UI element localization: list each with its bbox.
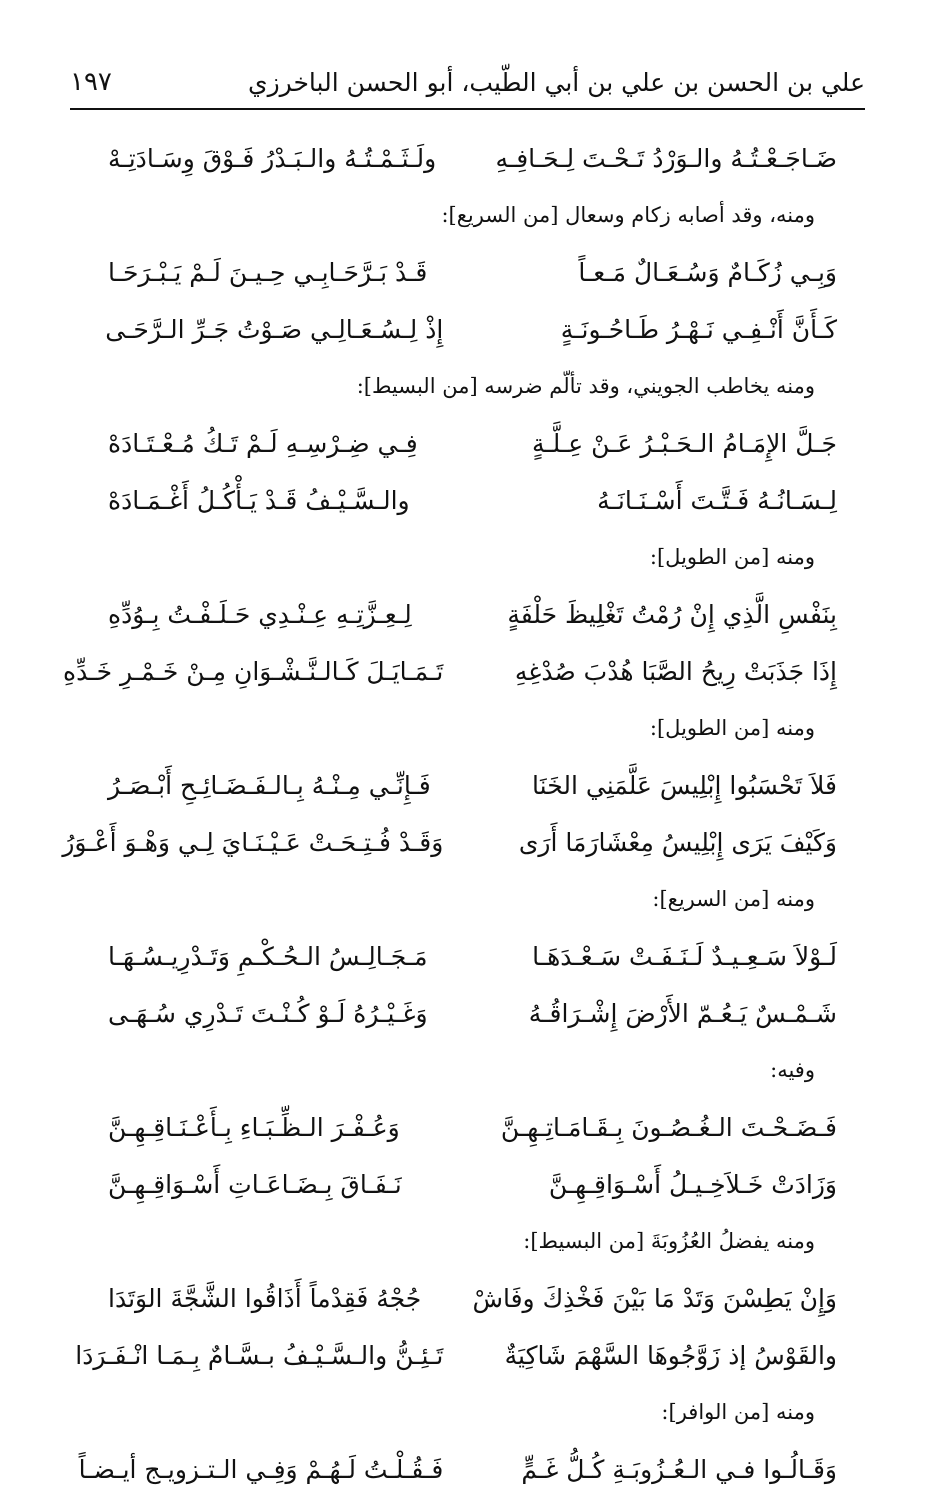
intro-line: ومنه [من السريع]:: [652, 887, 815, 911]
first-hemistich: وَبِـي زُكَـامٌ وَسُـعَـالٌ مَـعـاً: [578, 258, 837, 287]
verse-line: [108, 1270, 837, 1327]
first-hemistich: والقَوْسُ إذ زَوَّجُوهَا السَّهْمَ شَاكِيَةٌ: [504, 1341, 837, 1370]
first-hemistich: وَكَيْفَ يَرَى إِبْلِيسُ مِعْشَارَمَا أَرَى: [518, 828, 837, 857]
verse-line: [108, 1156, 837, 1213]
verse-line: [62, 814, 837, 871]
first-hemistich: فَلاَ تَحْسَبُوا إِبْلِيسَ عَلَّمَنِي الخَنَا: [532, 771, 837, 800]
second-hemistich: نَـفَـاقَ بِـضَـاعَـاتِ أَسْـوَاقِـهِـنَّ: [108, 1170, 402, 1199]
second-hemistich: تَـمَـايَـلَ كَـالـنَّـشْـوَانِ مِـنْ خَـمْـرِ خَـدِّهِ: [63, 657, 444, 686]
intro-line: وفيه:: [770, 1058, 815, 1082]
first-hemistich: وَقَـالُـوا فـي الـعُـزُوبَـةِ كُـلُّ غَـمٍّ: [521, 1455, 837, 1484]
first-hemistich: بِنَفْسِ الَّذِي إِنْ رُمْتُ تَغْلِيظَ حَلْفَةٍ: [507, 600, 837, 629]
header-rule: [70, 108, 865, 110]
first-hemistich: ضَـاجَـعْـتُـهُ والـوَرْدُ تَـحْـتَ لِـحَـافِـهِ: [495, 144, 837, 173]
intro-line: ومنه، وقد أصابه زكام وسعال [من السريع]:: [441, 203, 815, 227]
verse-line: [108, 472, 837, 529]
second-hemistich: والـسَّـيْـفُ قَـدْ يَـأْكُـلُ أَغْـمَـادَهْ: [108, 486, 410, 515]
poem-body: [62, 130, 837, 1484]
second-hemistich: فِـي ضِـرْسِـهِ لَـمْ تَـكُ مُـعْـتَـادَهْ: [108, 429, 418, 458]
first-hemistich: شَـمْـسٌ يَـعُـمّ الأَرْضَ إِشْـرَاقُـهُ: [528, 999, 837, 1028]
second-hemistich: وَعُـفْـرَ الـظِّـبَـاءِ بِـأَعْـنَـاقِـهِـنَّ: [108, 1113, 400, 1142]
second-hemistich: وَقَـدْ فُـتِـحَـتْ عَـيْـنَـايَ لِـي وَهْـوَ أَعْـوَرُ: [62, 828, 444, 857]
page-number: ١٩٧: [70, 67, 112, 97]
first-hemistich: لَـوْلاَ سَـعِـيـدٌ لَـنَـفَـتْ سَـعْـدَهَـا: [532, 942, 837, 971]
first-hemistich: جَـلَّ الإِمَـامُ الـحَـبْـرُ عَـنْ عِـلَّـةٍ: [531, 429, 837, 458]
intro-line: ومنه [من الطويل]:: [649, 545, 815, 569]
second-hemistich: جُجْهُ فَقِدْماً أَذَاقُوا الشَّجَّةَ الوَتَدَا: [108, 1284, 422, 1313]
first-hemistich: لِـسَـانُـهُ فَـتَّـتَ أَسْـنَـانَـهُ: [597, 486, 837, 515]
running-header: [70, 62, 865, 102]
verse-line: [108, 130, 837, 187]
intro-line: ومنه يفضلُ العُزُوبَةَ [من البسيط]:: [523, 1229, 815, 1253]
second-hemistich: وَغَـيْـرُهُ لَـوْ كُـنْـتَ تَـدْرِي سُـهَـى: [108, 999, 428, 1028]
second-hemistich: تَـئِـنُّ والـسَّـيْـفُ بـسَّـامٌ بِـمَـا انْـفَـرَدَا: [75, 1341, 444, 1370]
second-hemistich: فَـقُـلْـتُ لَـهُـمْ وَفِـي الـتـزويـج أيـضـاً: [78, 1455, 444, 1484]
first-hemistich: إِذَا جَذَبَتْ رِيحُ الصَّبَا هُدْبَ صُدْغِهِ: [514, 657, 837, 686]
running-title: علي بن الحسن بن علي بن أبي الطّيب، أبو الحسن الباخرزي: [248, 67, 865, 97]
first-hemistich: وَإِنْ يَطِسْنَ وَتَدْ مَا بَيْنَ فَخْذِكَ وفَاشْ: [472, 1284, 837, 1313]
verse-line: [105, 301, 837, 358]
verse-line: [108, 586, 837, 643]
intro-line: ومنه يخاطب الجويني، وقد تألّم ضرسه [من البسيط]:: [356, 374, 815, 398]
verse-line: [63, 643, 837, 700]
intro-line: ومنه [من الطويل]:: [649, 716, 815, 740]
verse-line: [108, 244, 837, 301]
second-hemistich: قَـدْ بَـرَّحَـابِـي حِـيـنَ لَـمْ يَـبْـرَحَـا: [108, 258, 428, 287]
verse-line: [75, 1327, 837, 1384]
intro-line: ومنه [من الوافر]:: [661, 1400, 815, 1424]
verse-line: [108, 1099, 837, 1156]
verse-line: [108, 757, 837, 814]
second-hemistich: لِـعِـزَّتِـهِ عِـنْـدِي حَـلَـفْـتُ بِـوُدِّهِ: [108, 600, 412, 629]
first-hemistich: كَـأَنَّ أَنْـفِـي نَـهْـرُ طَـاحُـونَـةٍ: [560, 315, 837, 344]
verse-line: [108, 985, 837, 1042]
verse-line: [108, 928, 837, 985]
second-hemistich: ولَـثَـمْـتُـهُ والـبَـدْرُ فَـوْقَ وِسَـادَتِـهْ: [108, 144, 437, 173]
first-hemistich: فَـضَـحْـتَ الـغُـصُـونَ بِـقَـامَـاتِـهِـنَّ: [500, 1113, 837, 1142]
second-hemistich: إِذْ لِـسُـعَـالِـي صَـوْتُ جَـرِّ الـرَّحَـى: [105, 315, 444, 344]
second-hemistich: مَـجَـالِـسُ الـحُـكْـمِ وَتَـدْرِيـسُـهَـا: [108, 942, 428, 971]
verse-line: [78, 1441, 837, 1498]
first-hemistich: وَزَادَتْ خَـلاَخِـيـلُ أَسْـوَاقِـهِـنَّ: [548, 1170, 837, 1199]
second-hemistich: فَـإِنِّـي مِـنْـهُ بِـالـفَـضَـائِـحِ أَبْـصَـرُ: [108, 771, 431, 800]
verse-line: [108, 415, 837, 472]
